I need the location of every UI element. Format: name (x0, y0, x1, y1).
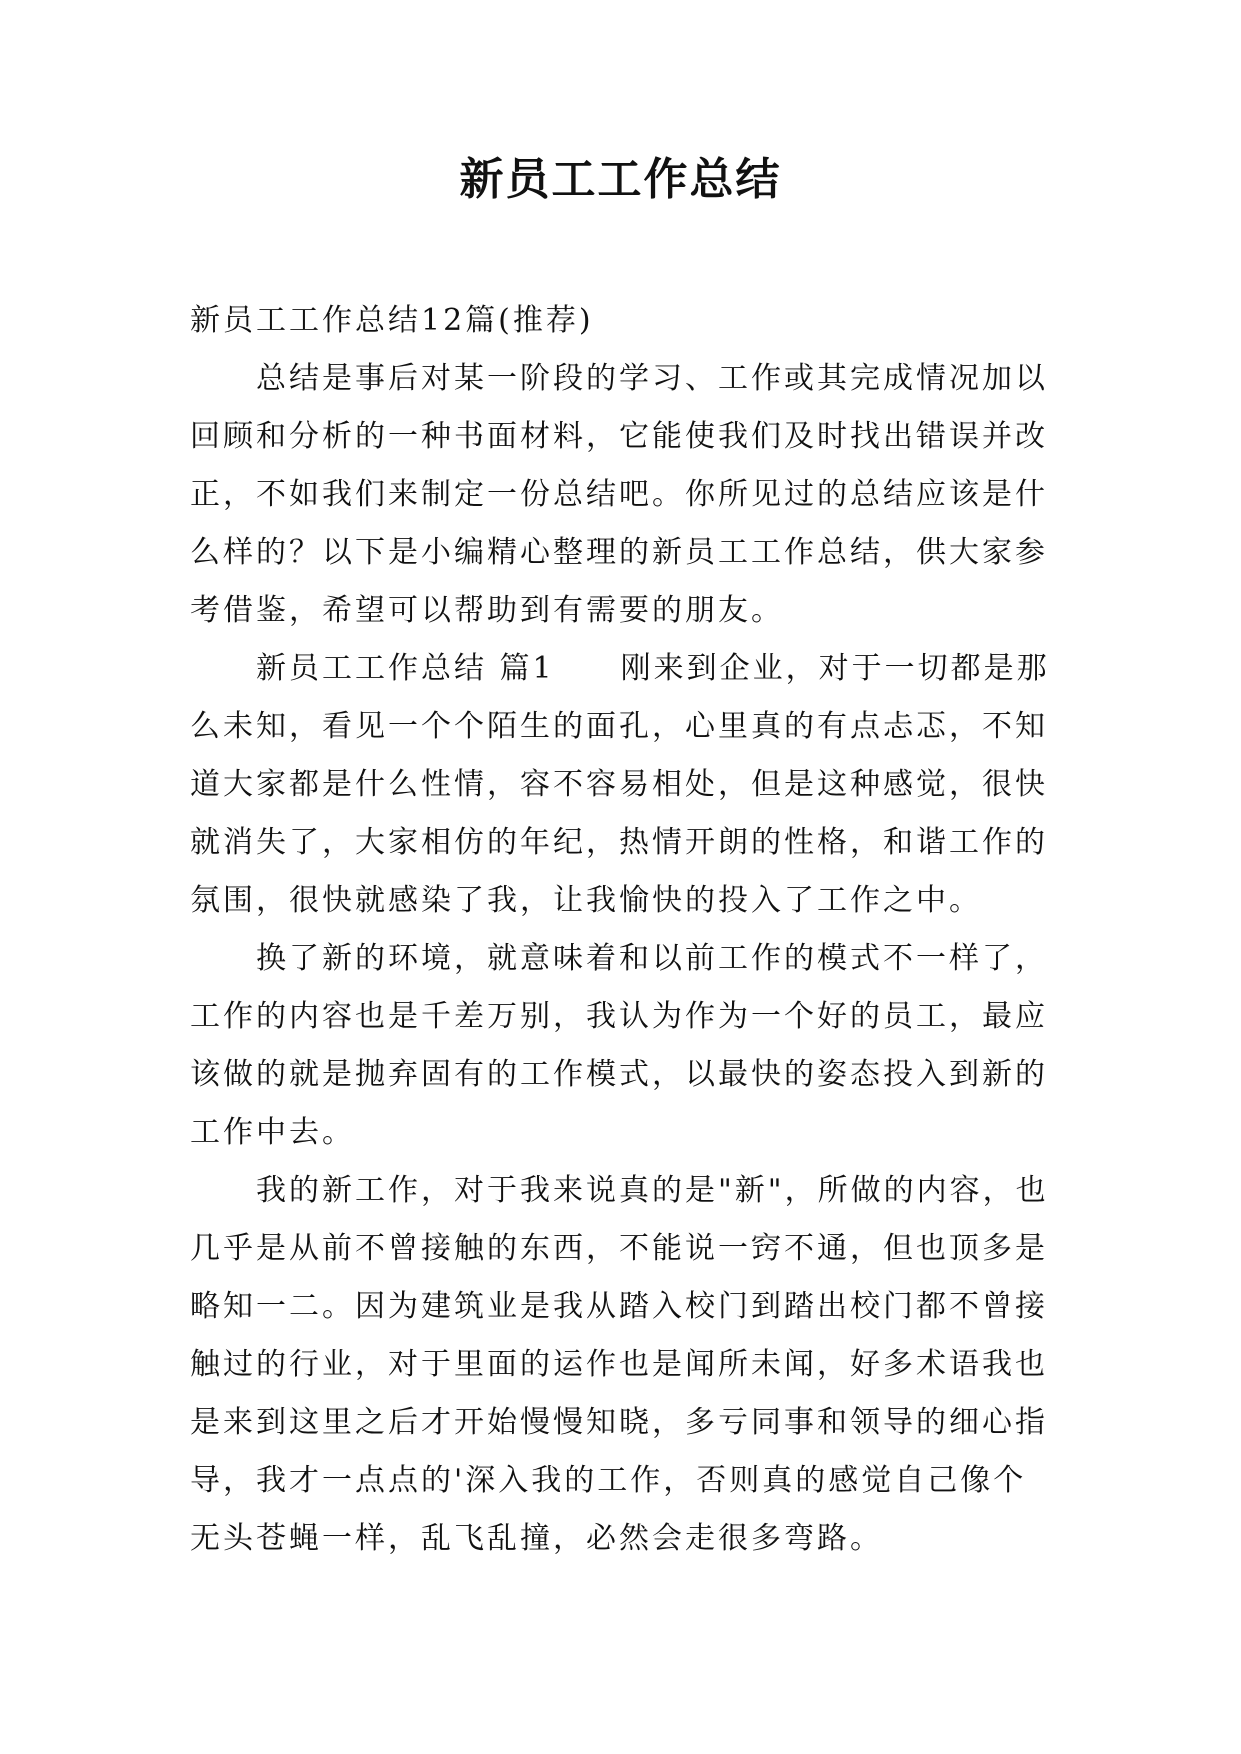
text-line: 总结是事后对某一阶段的学习、工作或其完成情况加以 (190, 361, 1048, 396)
document-subtitle: 新员工工作总结12篇(推荐) (190, 303, 594, 338)
paragraph-intro (190, 350, 1050, 640)
paragraph-new-environment (190, 930, 1050, 1162)
text-line: 回顾和分析的一种书面材料，它能使我们及时找出错误并改 (190, 419, 1048, 454)
text-line: 考借鉴，希望可以帮助到有需要的朋友。 (190, 593, 784, 628)
document-title: 新员工工作总结 (459, 154, 782, 205)
text-line: 几乎是从前不曾接触的东西，不能说一窍不通，但也顶多是 (190, 1231, 1048, 1266)
text-line: 么未知，看见一个个陌生的面孔，心里真的有点忐忑，不知 (190, 709, 1048, 744)
text-line: 工作中去。 (190, 1115, 355, 1150)
text-line: 就消失了，大家相仿的年纪，热情开朗的性格，和谐工作的 (190, 825, 1048, 860)
text-line: 正，不如我们来制定一份总结吧。你所见过的总结应该是什 (190, 477, 1048, 512)
text-line: 触过的行业，对于里面的运作也是闻所未闻，好多术语我也 (190, 1347, 1048, 1382)
paragraph-part-1 (190, 640, 1050, 930)
document-body (190, 292, 1050, 1568)
paragraph-new-work (190, 1162, 1050, 1568)
text-line: 新员工工作总结 篇1 刚来到企业，对于一切都是那 (190, 651, 1050, 686)
text-line: 无头苍蝇一样，乱飞乱撞，必然会走很多弯路。 (190, 1521, 883, 1556)
text-line: 是来到这里之后才开始慢慢知晓，多亏同事和领导的细心指 (190, 1405, 1048, 1440)
text-line: 我的新工作，对于我来说真的是"新"，所做的内容，也 (190, 1173, 1049, 1208)
text-line: 该做的就是抛弃固有的工作模式，以最快的姿态投入到新的 (190, 1057, 1048, 1092)
text-line: 工作的内容也是千差万别，我认为作为一个好的员工，最应 (190, 999, 1048, 1034)
text-line: 么样的？以下是小编精心整理的新员工工作总结，供大家参 (190, 535, 1048, 570)
text-line: 略知一二。因为建筑业是我从踏入校门到踏出校门都不曾接 (190, 1289, 1048, 1324)
text-line: 导，我才一点点的'深入我的工作，否则真的感觉自己像个 (190, 1463, 1027, 1498)
text-line: 道大家都是什么性情，容不容易相处，但是这种感觉，很快 (190, 767, 1048, 802)
text-line: 氛围，很快就感染了我，让我愉快的投入了工作之中。 (190, 883, 982, 918)
text-line: 换了新的环境，就意味着和以前工作的模式不一样了， (190, 941, 1048, 976)
